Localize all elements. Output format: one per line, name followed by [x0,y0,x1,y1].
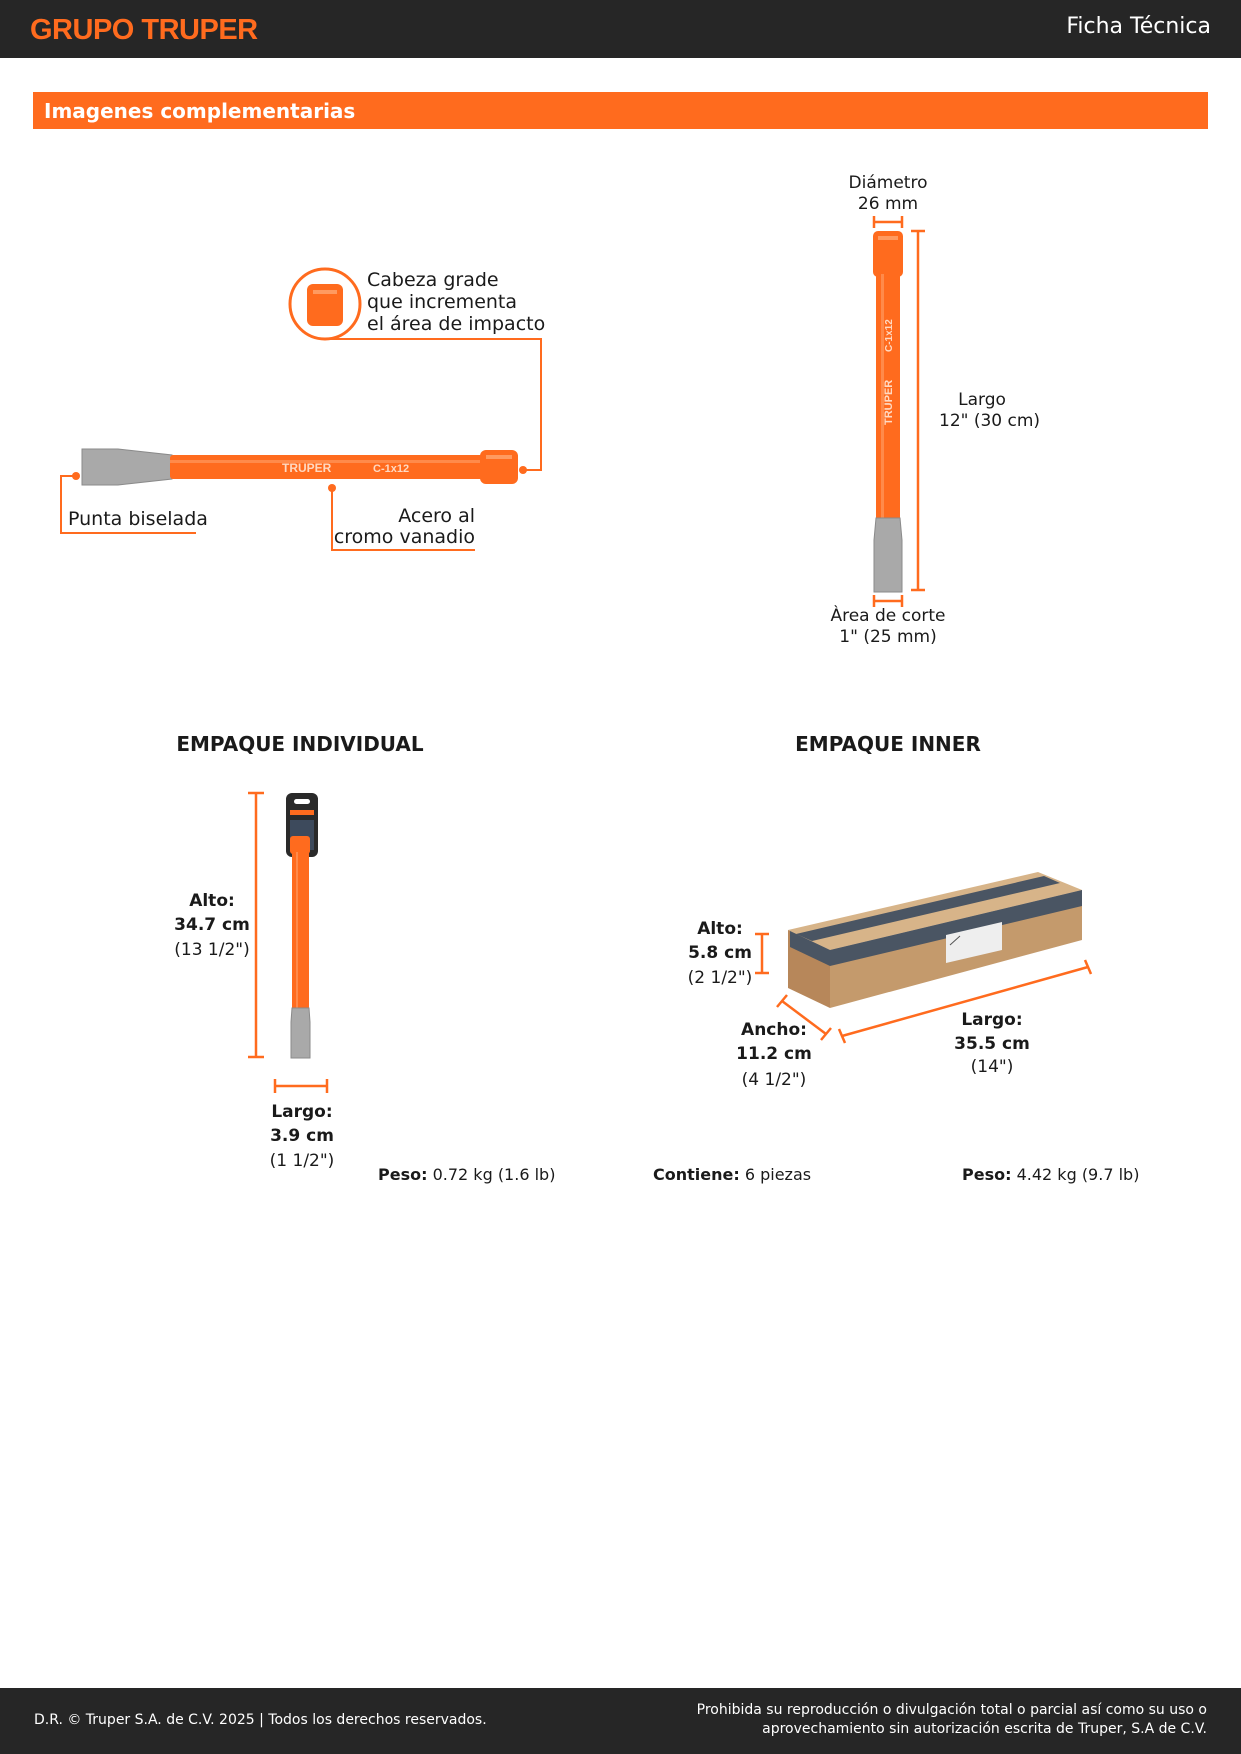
legal-notice-line2: aprovechamiento sin autorización escrita de Truper, S.A de C.V. [762,1721,1207,1737]
inner-contains [653,1165,811,1184]
callout-tip: Punta biselada [68,508,208,530]
section-title: Imagenes complementarias [44,99,356,123]
length-metric: (30 cm) [973,411,1041,431]
document-title: Ficha Técnica [1066,14,1211,39]
inner-width-value: 11.2 cm [736,1044,812,1064]
diameter-value: 26 mm [857,194,919,214]
inner-length-imperial: (14") [970,1057,1014,1077]
truper-logo: GRUPO TRUPER [30,14,258,46]
inner-height-value: 5.8 cm [688,943,752,963]
callout-head-line2: que incrementa [367,291,518,313]
individual-length-imperial: (1 1/2") [269,1151,335,1171]
individual-weight-label: Peso: [378,1165,428,1184]
individual-package-heading: EMPAQUE INDIVIDUAL [176,732,424,756]
diameter-label: Diámetro [848,173,928,193]
model-mark-vertical: C-1x12 [884,319,895,352]
individual-length-label: Largo: [271,1102,333,1122]
length-imperial: 12" [939,411,969,431]
callout-material-line2: cromo vanadio [333,526,475,548]
brand-mark: TRUPER [282,461,332,475]
legal-notice [697,1701,1207,1739]
length-value [939,410,1040,432]
inner-length-value: 35.5 cm [954,1034,1030,1054]
inner-contains-label: Contiene: [653,1165,740,1184]
individual-height-imperial: (13 1/2") [174,940,250,960]
brand-mark-vertical: TRUPER [883,379,895,425]
inner-length-label: Largo: [961,1010,1023,1030]
callout-material-line1: Acero al [398,505,475,527]
inner-package-heading: EMPAQUE INNER [795,732,981,756]
callout-head-line3: el área de impacto [367,313,546,335]
individual-height-value: 34.7 cm [174,915,250,935]
inner-weight-label: Peso: [962,1165,1012,1184]
cut-area-label: Àrea de corte [830,606,946,626]
individual-weight [378,1165,555,1184]
cut-imperial: 1" [839,627,858,647]
individual-length-value: 3.9 cm [270,1126,334,1146]
model-mark: C-1x12 [373,463,410,475]
inner-contains-value: 6 piezas [744,1165,812,1184]
footer-bar [0,1688,1241,1754]
inner-width-label: Ancho: [741,1020,807,1040]
inner-weight-value: 4.42 kg (9.7 lb) [1016,1165,1140,1184]
copyright-text: D.R. © Truper S.A. de C.V. 2025 | Todos los derechos reservados. [34,1712,487,1728]
length-label: Largo [958,390,1006,410]
chisel-vertical-illustration [873,216,925,607]
cut-area-value [818,626,958,648]
callout-head-line1: Cabeza grade [367,269,499,291]
individual-height-label: Alto: [189,891,235,911]
inner-width-imperial: (4 1/2") [741,1070,807,1090]
individual-weight-value: 0.72 kg (1.6 lb) [432,1165,556,1184]
inner-height-label: Alto: [697,919,743,939]
legal-notice-line1: Prohibida su reproducción o divulgación total o parcial así como su uso o [696,1702,1207,1718]
inner-height-imperial: (2 1/2") [687,968,753,988]
inner-weight [962,1165,1139,1184]
cut-metric: (25 mm) [863,627,937,647]
